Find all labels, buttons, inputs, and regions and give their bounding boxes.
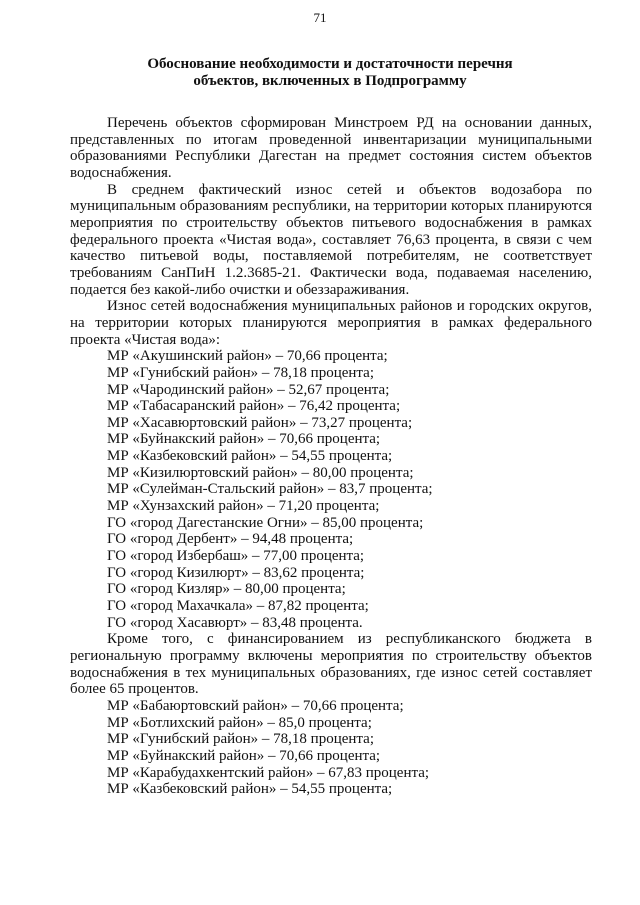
list-item: МР «Сулейман-Стальский район» – 83,7 процента; bbox=[107, 481, 433, 498]
list-item: МР «Хунзахский район» – 71,20 процента; bbox=[107, 498, 380, 515]
list-item: МР «Кизилюртовский район» – 80,00 процента; bbox=[107, 464, 414, 481]
list-item: МР «Гунибский район» – 78,18 процента; bbox=[107, 731, 374, 748]
list-item: МР «Карабудахкентский район» – 67,83 процента; bbox=[107, 764, 430, 781]
list-item: МР «Ботлихский район» – 85,0 процента; bbox=[107, 714, 372, 731]
list-item: МР «Табасаранский район» – 76,42 процента; bbox=[107, 398, 401, 415]
paragraph-network-wear-intro: Износ сетей водоснабжения муниципальных районов и городских округов, на территории которых планируются мероприятия в рамках федерального проекта «Чистая вода»: bbox=[70, 298, 592, 348]
list-item: ГО «город Кизляр» – 80,00 процента; bbox=[107, 581, 346, 598]
list-item: ГО «город Хасавюрт» – 83,48 процента. bbox=[107, 614, 363, 631]
page-number: 71 bbox=[313, 10, 327, 25]
list-item: МР «Буйнакский район» – 70,66 процента; bbox=[107, 747, 381, 764]
list-item: МР «Бабаюртовский район» – 70,66 процента; bbox=[107, 697, 404, 714]
paragraph-average-wear: В среднем фактический износ сетей и объектов водозабора по муниципальным образованиям республики, на территории которых планируются мероприятия по строительству объектов питьевого водоснабжения в рамках федерального проекта «Чистая вода», составляет 76,63 процента, в связи с чем качество питьевой воды, поставляемой потребителям, не соответствует требованиям СанПиН 1.2.3685-21. Фактически вода, подаваемая населению, подается без какой-либо очистки и обеззараживания. bbox=[70, 181, 592, 298]
wear-list-regional-budget bbox=[70, 698, 592, 798]
section-title-line: Обоснование необходимости и достаточности перечня bbox=[147, 56, 513, 72]
list-item: МР «Акушинский район» – 70,66 процента; bbox=[107, 348, 388, 365]
section-title bbox=[70, 56, 590, 90]
document-body bbox=[70, 115, 592, 798]
list-item: ГО «город Дербент» – 94,48 процента; bbox=[107, 531, 354, 548]
section-title-line: объектов, включенных в Подпрограмму bbox=[193, 73, 467, 89]
list-item: ГО «город Избербаш» – 77,00 процента; bbox=[107, 548, 365, 565]
list-item: МР «Гунибский район» – 78,18 процента; bbox=[107, 364, 374, 381]
list-item: МР «Казбековский район» – 54,55 процента; bbox=[107, 781, 393, 798]
list-item: МР «Чародинский район» – 52,67 процента; bbox=[107, 381, 390, 398]
paragraph-regional-budget: Кроме того, с финансированием из республиканского бюджета в региональную программу включены мероприятия по строительству объектов водоснабжения в тех муниципальных образованиях, где износ сетей составляет более 65 процентов. bbox=[70, 631, 592, 698]
list-item: ГО «город Дагестанские Огни» – 85,00 процента; bbox=[107, 514, 424, 531]
list-item: МР «Казбековский район» – 54,55 процента; bbox=[107, 448, 393, 465]
list-item: МР «Буйнакский район» – 70,66 процента; bbox=[107, 431, 381, 448]
list-item: ГО «город Кизилюрт» – 83,62 процента; bbox=[107, 564, 365, 581]
wear-list-clean-water bbox=[70, 348, 592, 631]
list-item: МР «Хасавюртовский район» – 73,27 процента; bbox=[107, 414, 413, 431]
paragraph-objects-list-basis: Перечень объектов сформирован Минстроем РД на основании данных, представленных по итогам проведенной инвентаризации муниципальными образованиями Республики Дагестан на предмет состояния систем объектов водоснабжения. bbox=[70, 115, 592, 181]
list-item: ГО «город Махачкала» – 87,82 процента; bbox=[107, 598, 369, 615]
